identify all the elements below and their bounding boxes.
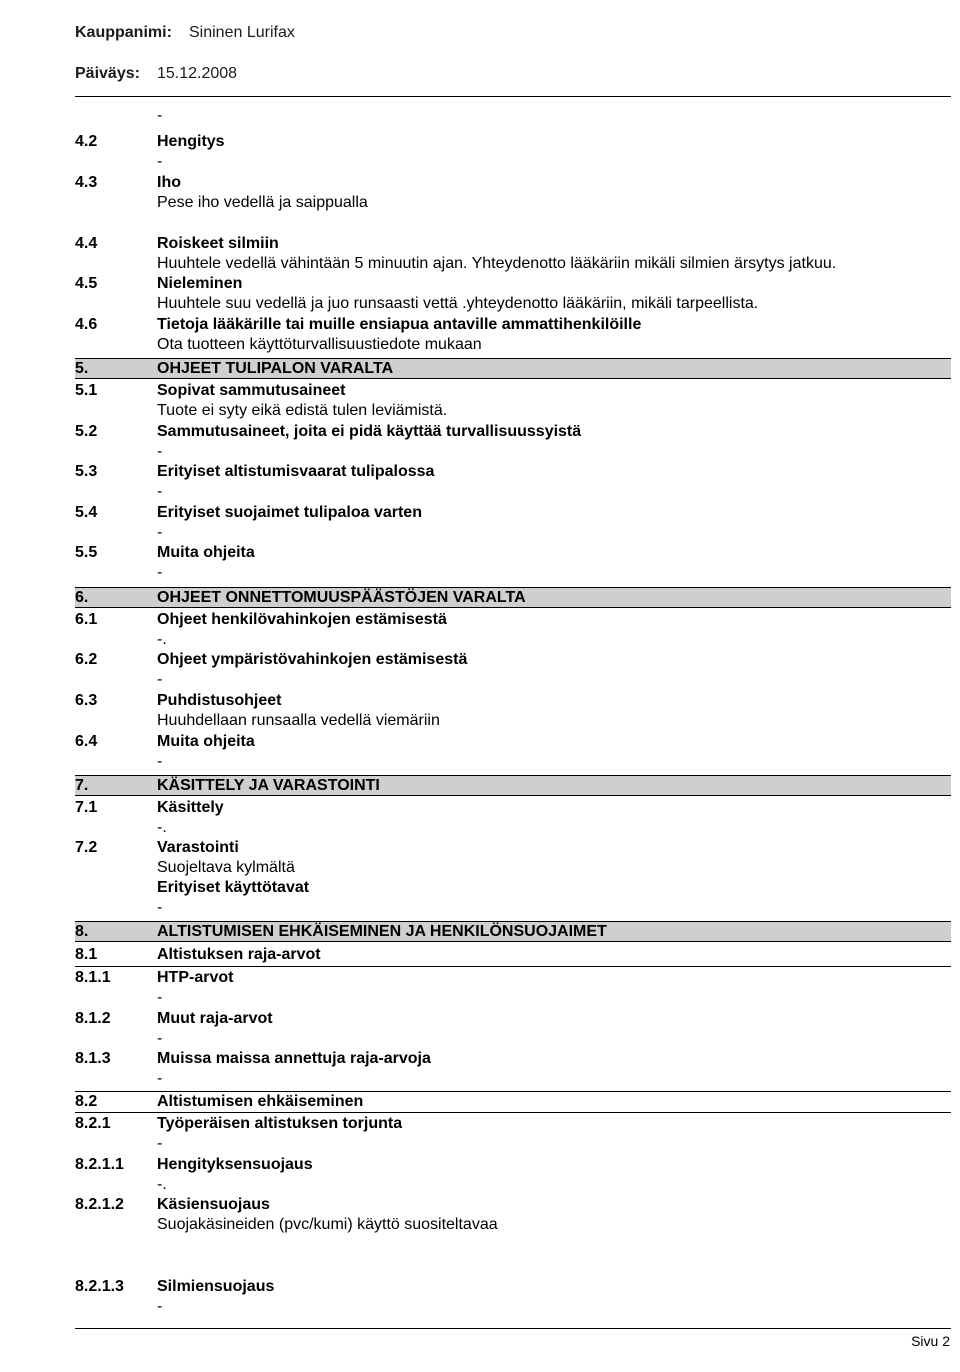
section-title: Sammutusaineet, joita ei pidä käyttää turvallisuussyistä	[157, 423, 582, 440]
section-title: Työperäisen altistuksen torjunta	[157, 1115, 403, 1132]
section-title: Ohjeet henkilövahinkojen estämisestä	[157, 611, 447, 628]
section-title: Käsittely	[157, 799, 224, 816]
section-text: Huuhtele vedellä vähintään 5 minuutin ajan. Yhteydenotto lääkäriin mikäli silmien ärsytys jatkuu.	[157, 255, 837, 272]
section-band-8	[75, 921, 951, 942]
section-band-5	[75, 358, 951, 379]
dash: -	[157, 989, 163, 1006]
section-number: 6.	[75, 589, 89, 606]
section-number: 8.	[75, 923, 89, 940]
section-number: 5.5	[75, 544, 98, 561]
section-number: 4.3	[75, 174, 98, 191]
section-number: 6.1	[75, 611, 98, 628]
section-text: Suojeltava kylmältä	[157, 859, 295, 876]
section-title: Iho	[157, 174, 181, 191]
section-number: 8.2.1.1	[75, 1156, 124, 1173]
dash: -	[157, 483, 163, 500]
trade-name-label: Kauppanimi:	[75, 24, 172, 41]
section-text: Huuhtele suu vedellä ja juo runsaasti vettä .yhteydenotto lääkäriin, mikäli tarpeellista.	[157, 295, 759, 312]
section-heading: OHJEET ONNETTOMUUSPÄÄSTÖJEN VARALTA	[157, 589, 526, 606]
section-title: Silmiensuojaus	[157, 1278, 275, 1295]
section-number: 4.5	[75, 275, 98, 292]
section-title: Muut raja-arvot	[157, 1010, 273, 1027]
section-number: 8.2.1.2	[75, 1196, 124, 1213]
date-value: 15.12.2008	[157, 65, 238, 82]
section-number: 8.2.1.3	[75, 1278, 124, 1295]
section-title: Erityiset altistumisvaarat tulipalossa	[157, 463, 435, 480]
dash: -	[157, 1298, 163, 1315]
dash: -.	[157, 819, 167, 836]
section-title: Erityiset käyttötavat	[157, 879, 310, 896]
section-number: 8.1.1	[75, 969, 111, 986]
subsection-rule	[75, 1112, 951, 1113]
dash: -	[157, 753, 163, 770]
subsection-rule	[75, 1091, 951, 1092]
section-number: 8.1.2	[75, 1010, 111, 1027]
dash: -	[157, 1030, 163, 1047]
dash: -	[157, 1070, 163, 1087]
trade-name-value: Sininen Lurifax	[189, 24, 295, 41]
section-band-7	[75, 775, 951, 796]
section-text: Suojakäsineiden (pvc/kumi) käyttö suositeltavaa	[157, 1216, 498, 1233]
date-label: Päiväys:	[75, 65, 140, 82]
section-title: Ohjeet ympäristövahinkojen estämisestä	[157, 651, 468, 668]
section-number: 8.2.1	[75, 1115, 111, 1132]
section-number: 7.2	[75, 839, 98, 856]
section-text: Pese iho vedellä ja saippualla	[157, 194, 368, 211]
section-title: HTP-arvot	[157, 969, 234, 986]
section-text: Huuhdellaan runsaalla vedellä viemäriin	[157, 712, 440, 729]
section-text: Tuote ei syty eikä edistä tulen leviämistä.	[157, 402, 448, 419]
section-number: 5.1	[75, 382, 98, 399]
dash: -	[157, 443, 163, 460]
section-title: Käsiensuojaus	[157, 1196, 270, 1213]
dash: -	[157, 107, 163, 124]
section-title: Muita ohjeita	[157, 733, 255, 750]
page-number: Sivu 2	[911, 1333, 950, 1349]
section-number: 8.1.3	[75, 1050, 111, 1067]
section-title: Nieleminen	[157, 275, 243, 292]
section-number: 7.1	[75, 799, 98, 816]
section-title: Varastointi	[157, 839, 239, 856]
section-title: Altistuksen raja-arvot	[157, 946, 321, 963]
section-band-6	[75, 587, 951, 608]
section-title: Erityiset suojaimet tulipaloa varten	[157, 504, 422, 521]
section-number: 8.1	[75, 946, 98, 963]
section-heading: ALTISTUMISEN EHKÄISEMINEN JA HENKILÖNSUOJAIMET	[157, 923, 607, 940]
section-heading: OHJEET TULIPALON VARALTA	[157, 360, 394, 377]
header-rule	[75, 96, 951, 97]
section-title: Muissa maissa annettuja raja-arvoja	[157, 1050, 431, 1067]
dash: -	[157, 1135, 163, 1152]
dash: -.	[157, 631, 167, 648]
dash: -	[157, 524, 163, 541]
section-number: 6.4	[75, 733, 98, 750]
section-title: Hengityksensuojaus	[157, 1156, 313, 1173]
dash: -	[157, 153, 163, 170]
section-title: Tietoja lääkärille tai muille ensiapua antaville ammattihenkilöille	[157, 316, 642, 333]
dash: -	[157, 671, 163, 688]
footer-rule	[75, 1328, 951, 1329]
section-number: 7.	[75, 777, 89, 794]
subsection-rule	[75, 966, 951, 967]
section-number: 5.	[75, 360, 89, 377]
section-title: Sopivat sammutusaineet	[157, 382, 346, 399]
section-number: 8.2	[75, 1093, 98, 1110]
section-title: Muita ohjeita	[157, 544, 255, 561]
section-title: Hengitys	[157, 133, 225, 150]
dash: -.	[157, 1176, 167, 1193]
section-number: 4.2	[75, 133, 98, 150]
section-title: Altistumisen ehkäiseminen	[157, 1093, 364, 1110]
dash: -	[157, 899, 163, 916]
section-number: 5.2	[75, 423, 98, 440]
section-number: 6.2	[75, 651, 98, 668]
section-number: 4.4	[75, 235, 98, 252]
section-number: 6.3	[75, 692, 98, 709]
dash: -	[157, 564, 163, 581]
section-number: 5.3	[75, 463, 98, 480]
section-title: Roiskeet silmiin	[157, 235, 279, 252]
section-title: Puhdistusohjeet	[157, 692, 282, 709]
section-number: 5.4	[75, 504, 98, 521]
section-number: 4.6	[75, 316, 98, 333]
section-text: Ota tuotteen käyttöturvallisuustiedote mukaan	[157, 336, 482, 353]
section-heading: KÄSITTELY JA VARASTOINTI	[157, 777, 380, 794]
